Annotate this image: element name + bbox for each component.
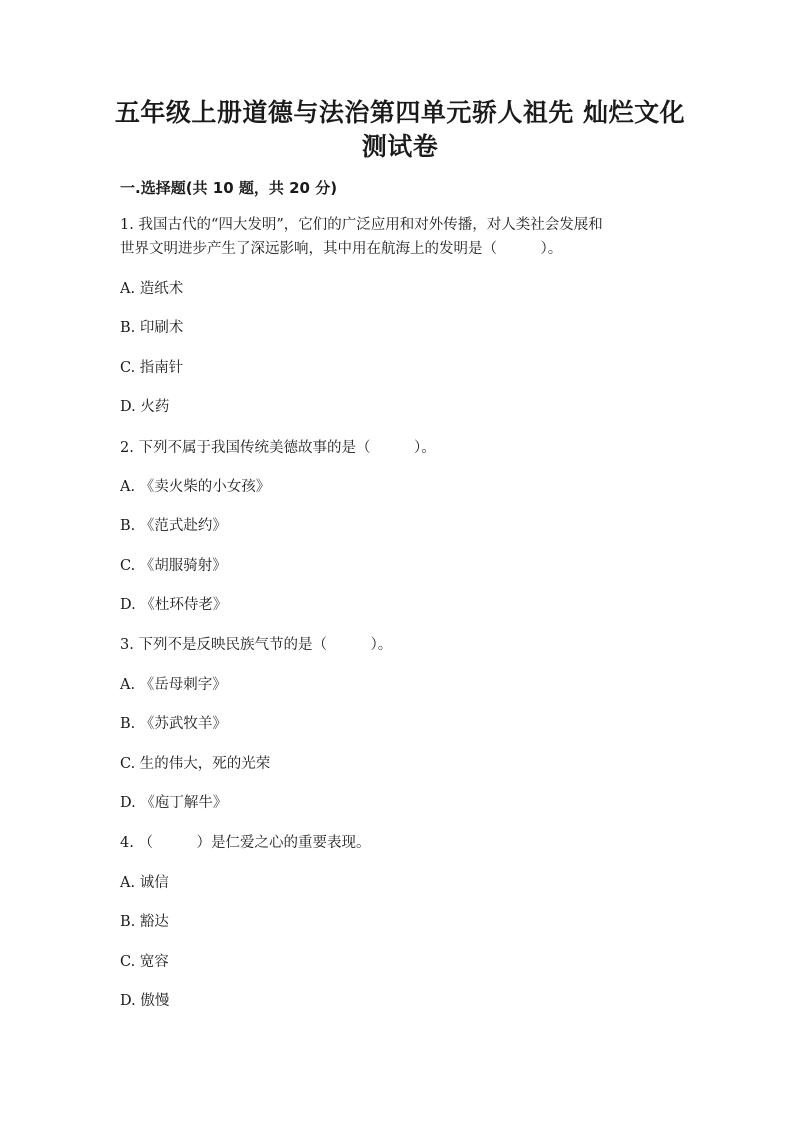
page-title: 五年级上册道德与法治第四单元骄人祖先 灿烂文化 bbox=[114, 98, 686, 127]
question-4-option-b: B. 豁达 bbox=[120, 914, 169, 930]
question-3-option-b: B. 《苏武牧羊》 bbox=[120, 716, 227, 732]
question-2-stem: 2. 下列不属于我国传统美德故事的是（ ）。 bbox=[120, 440, 436, 456]
question-3-option-d: D. 《庖丁解牛》 bbox=[120, 795, 228, 811]
question-3-option-a: A. 《岳母刺字》 bbox=[120, 677, 227, 693]
question-4-option-d: D. 傲慢 bbox=[120, 993, 170, 1009]
question-2-option-c: C. 《胡服骑射》 bbox=[120, 558, 227, 574]
question-4-option-c: C. 宽容 bbox=[120, 954, 169, 970]
section-heading: 一.选择题(共 10 题，共 20 分) bbox=[120, 179, 338, 197]
question-2-option-d: D. 《杜环侍老》 bbox=[120, 597, 228, 613]
question-1-stem: 1. 我国古代的“四大发明”，它们的广泛应用和对外传播，对人类社会发展和 bbox=[120, 217, 603, 233]
question-3-option-c: C. 生的伟大，死的光荣 bbox=[120, 756, 271, 772]
question-4-stem: 4. （ ）是仁爱之心的重要表现。 bbox=[120, 835, 371, 851]
question-2-option-a: A. 《卖火柴的小女孩》 bbox=[120, 479, 271, 495]
question-2-option-b: B. 《范式赴约》 bbox=[120, 518, 227, 534]
question-1-option-a: A. 造纸术 bbox=[120, 281, 184, 297]
page-title-continued: 测试卷 bbox=[361, 132, 439, 161]
question-1-option-b: B. 印刷术 bbox=[120, 320, 184, 336]
question-1-option-d: D. 火药 bbox=[120, 399, 170, 415]
question-1-stem-continued: 世界文明进步产生了深远影响，其中用在航海上的发明是（ ）。 bbox=[120, 241, 563, 257]
question-4-option-a: A. 诚信 bbox=[120, 875, 169, 891]
question-3-stem: 3. 下列不是反映民族气节的是（ ）。 bbox=[120, 637, 393, 653]
question-1-option-c: C. 指南针 bbox=[120, 360, 184, 376]
